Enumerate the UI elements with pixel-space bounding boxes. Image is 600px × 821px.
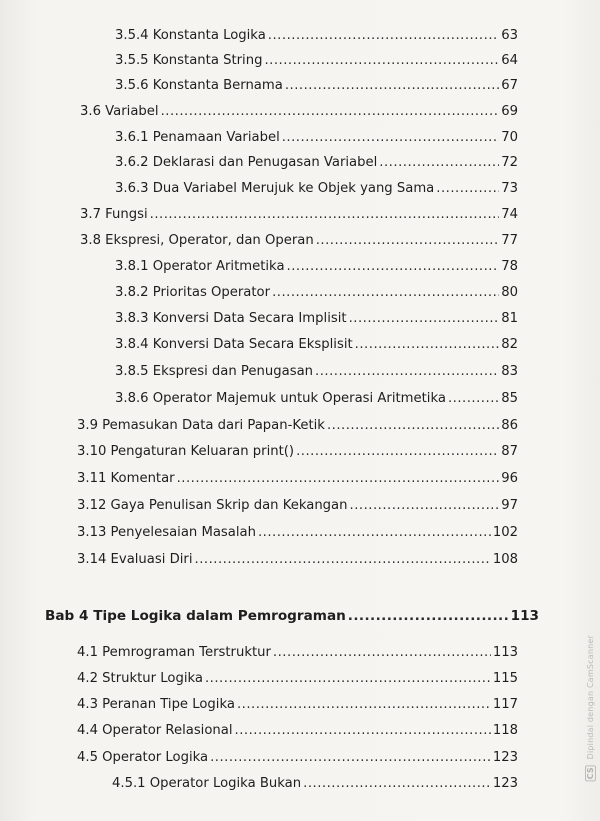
toc-entry-page: 83 [501, 364, 518, 379]
toc-entry-title: 3.6.2 Deklarasi dan Penugasan Variabel [115, 155, 378, 170]
toc-chapter-heading [45, 608, 539, 624]
toc-entry [115, 78, 518, 94]
toc-leader-dots [349, 311, 500, 327]
toc-entry-page: 97 [501, 498, 518, 513]
toc-entry-title: 3.11 Komentar [77, 471, 175, 486]
toc-leader-dots [258, 525, 491, 541]
toc-entry [77, 471, 518, 487]
toc-entry [115, 285, 518, 301]
toc-entry [77, 525, 518, 541]
toc-leader-dots [282, 130, 499, 146]
toc-entry [77, 697, 518, 713]
toc-entry [77, 498, 518, 514]
toc-entry [77, 552, 518, 568]
toc-entry-page: 123 [492, 776, 518, 791]
toc-leader-dots [303, 776, 491, 792]
toc-entry [115, 28, 518, 44]
toc-leader-dots [348, 608, 509, 624]
toc-entry [77, 418, 518, 434]
toc-entry [80, 233, 518, 249]
toc-entry-page: 123 [492, 750, 518, 765]
toc-leader-dots [316, 233, 500, 249]
toc-entry-title: 4.4 Operator Relasional [77, 723, 233, 738]
toc-entry-page: 96 [501, 471, 518, 486]
toc-entry-title: 4.3 Peranan Tipe Logika [77, 697, 235, 712]
toc-entry-page: 81 [501, 311, 518, 326]
toc-entry-page: 77 [501, 233, 518, 248]
toc-leader-dots [210, 750, 491, 766]
toc-entry [115, 130, 518, 146]
toc-entry-page: 64 [501, 53, 518, 68]
toc-entry-title: 4.5.1 Operator Logika Bukan [112, 776, 302, 791]
toc-entry [115, 391, 518, 407]
toc-leader-dots [436, 181, 499, 197]
toc-entry-page: 87 [501, 444, 518, 459]
toc-entry [115, 364, 518, 380]
toc-leader-dots [296, 444, 499, 460]
toc-entry-title: 3.5.6 Konstanta Bernama [115, 78, 283, 93]
toc-leader-dots [264, 53, 499, 69]
toc-entry-page: 82 [501, 337, 518, 352]
toc-leader-dots [177, 471, 500, 487]
toc-entry-title: 3.5.5 Konstanta String [115, 53, 263, 68]
toc-entry-page: 102 [492, 525, 518, 540]
toc-entry-title: 3.8.3 Konversi Data Secara Implisit [115, 311, 347, 326]
toc-leader-dots [205, 671, 491, 687]
toc-leader-dots [379, 155, 499, 171]
toc-entry-title: 3.14 Evaluasi Diri [77, 552, 193, 567]
toc-entry-title: 3.8.4 Konversi Data Secara Eksplisit [115, 337, 353, 352]
toc-leader-dots [150, 207, 500, 223]
toc-entry [77, 671, 518, 687]
toc-entry-title: 3.8.5 Ekspresi dan Penugasan [115, 364, 314, 379]
toc-entry [115, 259, 518, 275]
toc-leader-dots [161, 104, 500, 120]
toc-entry-page: 80 [501, 285, 518, 300]
toc-entry [112, 776, 518, 792]
toc-entry-page: 70 [501, 130, 518, 145]
toc-entry-title: 3.5.4 Konstanta Logika [115, 28, 266, 43]
toc-entry-page: 108 [492, 552, 518, 567]
toc-leader-dots [272, 285, 499, 301]
toc-entry-title: 3.6 Variabel [80, 104, 159, 119]
scanner-watermark-text: Dipindai dengan CamScanner [586, 634, 595, 760]
toc-leader-dots [287, 259, 500, 275]
toc-entry-title: 3.8 Ekspresi, Operator, dan Operan [80, 233, 314, 248]
toc-entry-page: 69 [501, 104, 518, 119]
toc-entry [115, 155, 518, 171]
toc-leader-dots [285, 78, 499, 94]
toc-entry-page: 74 [501, 207, 518, 222]
toc-leader-dots [268, 28, 499, 44]
toc-entry-title: 3.6.1 Penamaan Variabel [115, 130, 280, 145]
toc-entry-page: 67 [501, 78, 518, 93]
toc-entry [115, 53, 518, 69]
toc-entry [77, 750, 518, 766]
toc-entry-title: 3.13 Penyelesaian Masalah [77, 525, 256, 540]
toc-entry-title: 3.9 Pemasukan Data dari Papan-Ketik [77, 418, 325, 433]
toc-chapter-page: 113 [510, 608, 539, 624]
toc-entry-title: 3.7 Fungsi [80, 207, 148, 222]
toc-entry-page: 115 [492, 671, 518, 686]
camscanner-badge-icon: CS [586, 766, 595, 779]
toc-entry [80, 207, 518, 223]
toc-entry-page: 85 [501, 391, 518, 406]
toc-leader-dots [350, 498, 500, 514]
toc-entry-page: 78 [501, 259, 518, 274]
toc-entry [80, 104, 518, 120]
toc-entry [77, 444, 518, 460]
toc-leader-dots [355, 337, 500, 353]
toc-entry-title: 3.6.3 Dua Variabel Merujuk ke Objek yang Sama [115, 181, 435, 196]
scanner-watermark [585, 635, 596, 781]
toc-leader-dots [448, 391, 499, 407]
toc-entry [115, 181, 518, 197]
toc-leader-dots [273, 645, 491, 661]
toc-leader-dots [195, 552, 491, 568]
toc-leader-dots [327, 418, 499, 434]
toc-leader-dots [237, 697, 491, 713]
toc-entry-title: 3.8.6 Operator Majemuk untuk Operasi Aritmetika [115, 391, 446, 406]
toc-entry-title: 4.2 Struktur Logika [77, 671, 203, 686]
toc-entry-page: 86 [501, 418, 518, 433]
toc-entry-page: 73 [501, 181, 518, 196]
toc-entry-title: 3.12 Gaya Penulisan Skrip dan Kekangan [77, 498, 348, 513]
toc-entry [115, 311, 518, 327]
toc-entry-title: 3.10 Pengaturan Keluaran print() [77, 444, 295, 459]
toc-entry-page: 117 [492, 697, 518, 712]
toc-chapter-title: Bab 4 Tipe Logika dalam Pemrograman [45, 608, 346, 624]
toc-entry [77, 723, 518, 739]
toc-entry-title: 4.5 Operator Logika [77, 750, 209, 765]
toc-entry-page: 63 [501, 28, 518, 43]
toc-leader-dots [315, 364, 499, 380]
toc-entry-page: 113 [492, 645, 518, 660]
toc-entry-title: 3.8.2 Prioritas Operator [115, 285, 271, 300]
toc-entry-page: 118 [492, 723, 518, 738]
toc-entry-page: 72 [501, 155, 518, 170]
toc-entry [115, 337, 518, 353]
toc-leader-dots [235, 723, 491, 739]
toc-entry [77, 645, 518, 661]
toc-entry-title: 4.1 Pemrograman Terstruktur [77, 645, 271, 660]
toc-entry-title: 3.8.1 Operator Aritmetika [115, 259, 285, 274]
